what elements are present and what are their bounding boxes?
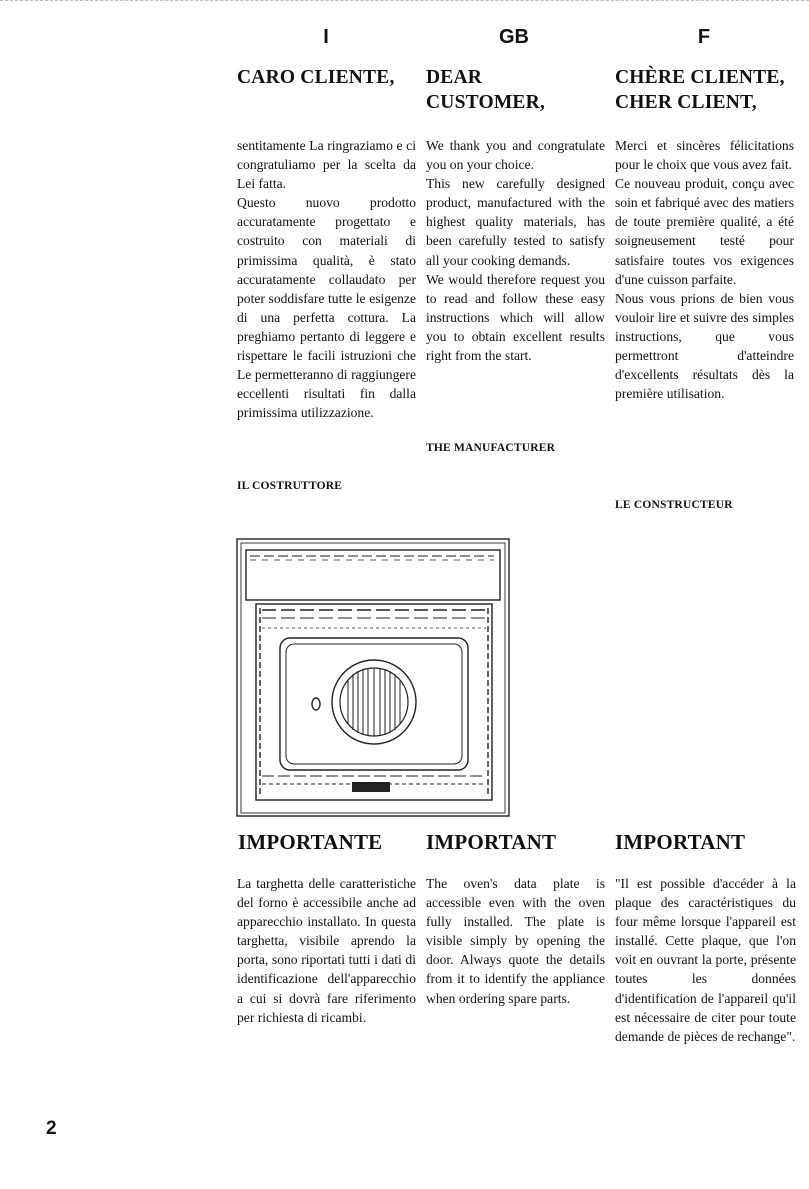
- signature-fr: LE CONSTRUCTEUR: [615, 499, 733, 511]
- lang-header-fr: F: [697, 26, 711, 48]
- greeting-gb: DEAR CUSTOMER,: [426, 67, 545, 113]
- important-text-gb: [426, 874, 605, 1008]
- lang-header-gb: GB: [499, 26, 529, 48]
- oven-data-plate: [352, 782, 390, 792]
- intro-paragraph: Ce nouveau produit, conçu avec soin et fabriqué avec des matiers de toute première qualité, a été soigneusement testé pour satisfaire toutes vos exigences d'une cuisson parfaite.: [615, 176, 794, 287]
- intro-paragraph: Questo nuovo prodotto accuratamente progettato e costruito con materiali di primissima qualità, è stato accuratamente collaudato per poter soddisfare tutte le esigenze di una perfetta cottura. La preghiamo pertanto di leggere e rispettare le facili istruzioni che Le permetteranno di raggiungere eccellenti risultati fin dalla primissima utilizzazione.: [237, 195, 416, 421]
- intro-text-gb: [426, 136, 605, 365]
- oven-lamp: [312, 698, 320, 710]
- intro-paragraph: We thank you and congratulate you on your choice.: [426, 138, 605, 173]
- important-paragraph: The oven's data plate is accessible even with the oven fully installed. The plate is visible simply by opening the door. Always quote the details from it to identify the appliance when ordering spare parts.: [426, 876, 605, 1006]
- greeting-it: CARO CLIENTE,: [237, 67, 395, 88]
- greeting-fr: CHÈRE CLIENTE, CHER CLIENT,: [615, 67, 785, 113]
- intro-text-fr: [615, 136, 794, 403]
- oven-control-panel: [246, 550, 500, 600]
- intro-text-it: [237, 136, 416, 422]
- page-number: 2: [46, 1118, 57, 1139]
- intro-paragraph: Nous vous prions de bien vous vouloir lire et suivre des simples instructions, que vous permettront d'atteindre d'excellents résultats dès la première utilisation.: [615, 290, 794, 402]
- important-title-fr: IMPORTANT: [615, 830, 746, 854]
- important-title-gb: IMPORTANT: [426, 830, 557, 854]
- lang-header-it: I: [323, 26, 329, 48]
- important-paragraph: "Il est possible d'accéder à la plaque des caractéristiques du four même lorsque l'appareil est installé. Cette plaque, que l'on voit en ouvrant la porte, présente toutes les données d'identification de l'appareil qu'il est nécessaire de citer pour toute demande de pièces de rechange".: [615, 876, 796, 1044]
- important-text-fr: [615, 874, 796, 1046]
- signature-it: IL COSTRUTTORE: [237, 480, 343, 492]
- oven-illustration: [236, 538, 510, 818]
- important-title-it: IMPORTANTE: [238, 830, 383, 854]
- intro-paragraph: sentitamente La ringraziamo e ci congratuliamo per la scelta da Lei fatta.: [237, 138, 416, 192]
- intro-paragraph: Merci et sincères félicitations pour le choix que vous avez fait.: [615, 138, 794, 173]
- top-dashed-rule: [0, 0, 809, 5]
- important-paragraph: La targhetta delle caratteristiche del forno è accessibile anche ad apparecchio installato. In questa targhetta, visibile aprendo la porta, sono riportati tutti i dati di identificazione dell'apparecchio a cui si dovrà fare riferimento per richiesta di ricambi.: [237, 876, 416, 1025]
- intro-paragraph: This new carefully designed product, manufactured with the highest quality materials, has been carefully tested to satisfy all your cooking demands.: [426, 176, 605, 268]
- signature-gb: THE MANUFACTURER: [426, 442, 556, 454]
- important-text-it: [237, 874, 416, 1027]
- intro-paragraph: We would therefore request you to read and follow these easy instructions which will allow you to obtain excellent results right from the start.: [426, 271, 605, 364]
